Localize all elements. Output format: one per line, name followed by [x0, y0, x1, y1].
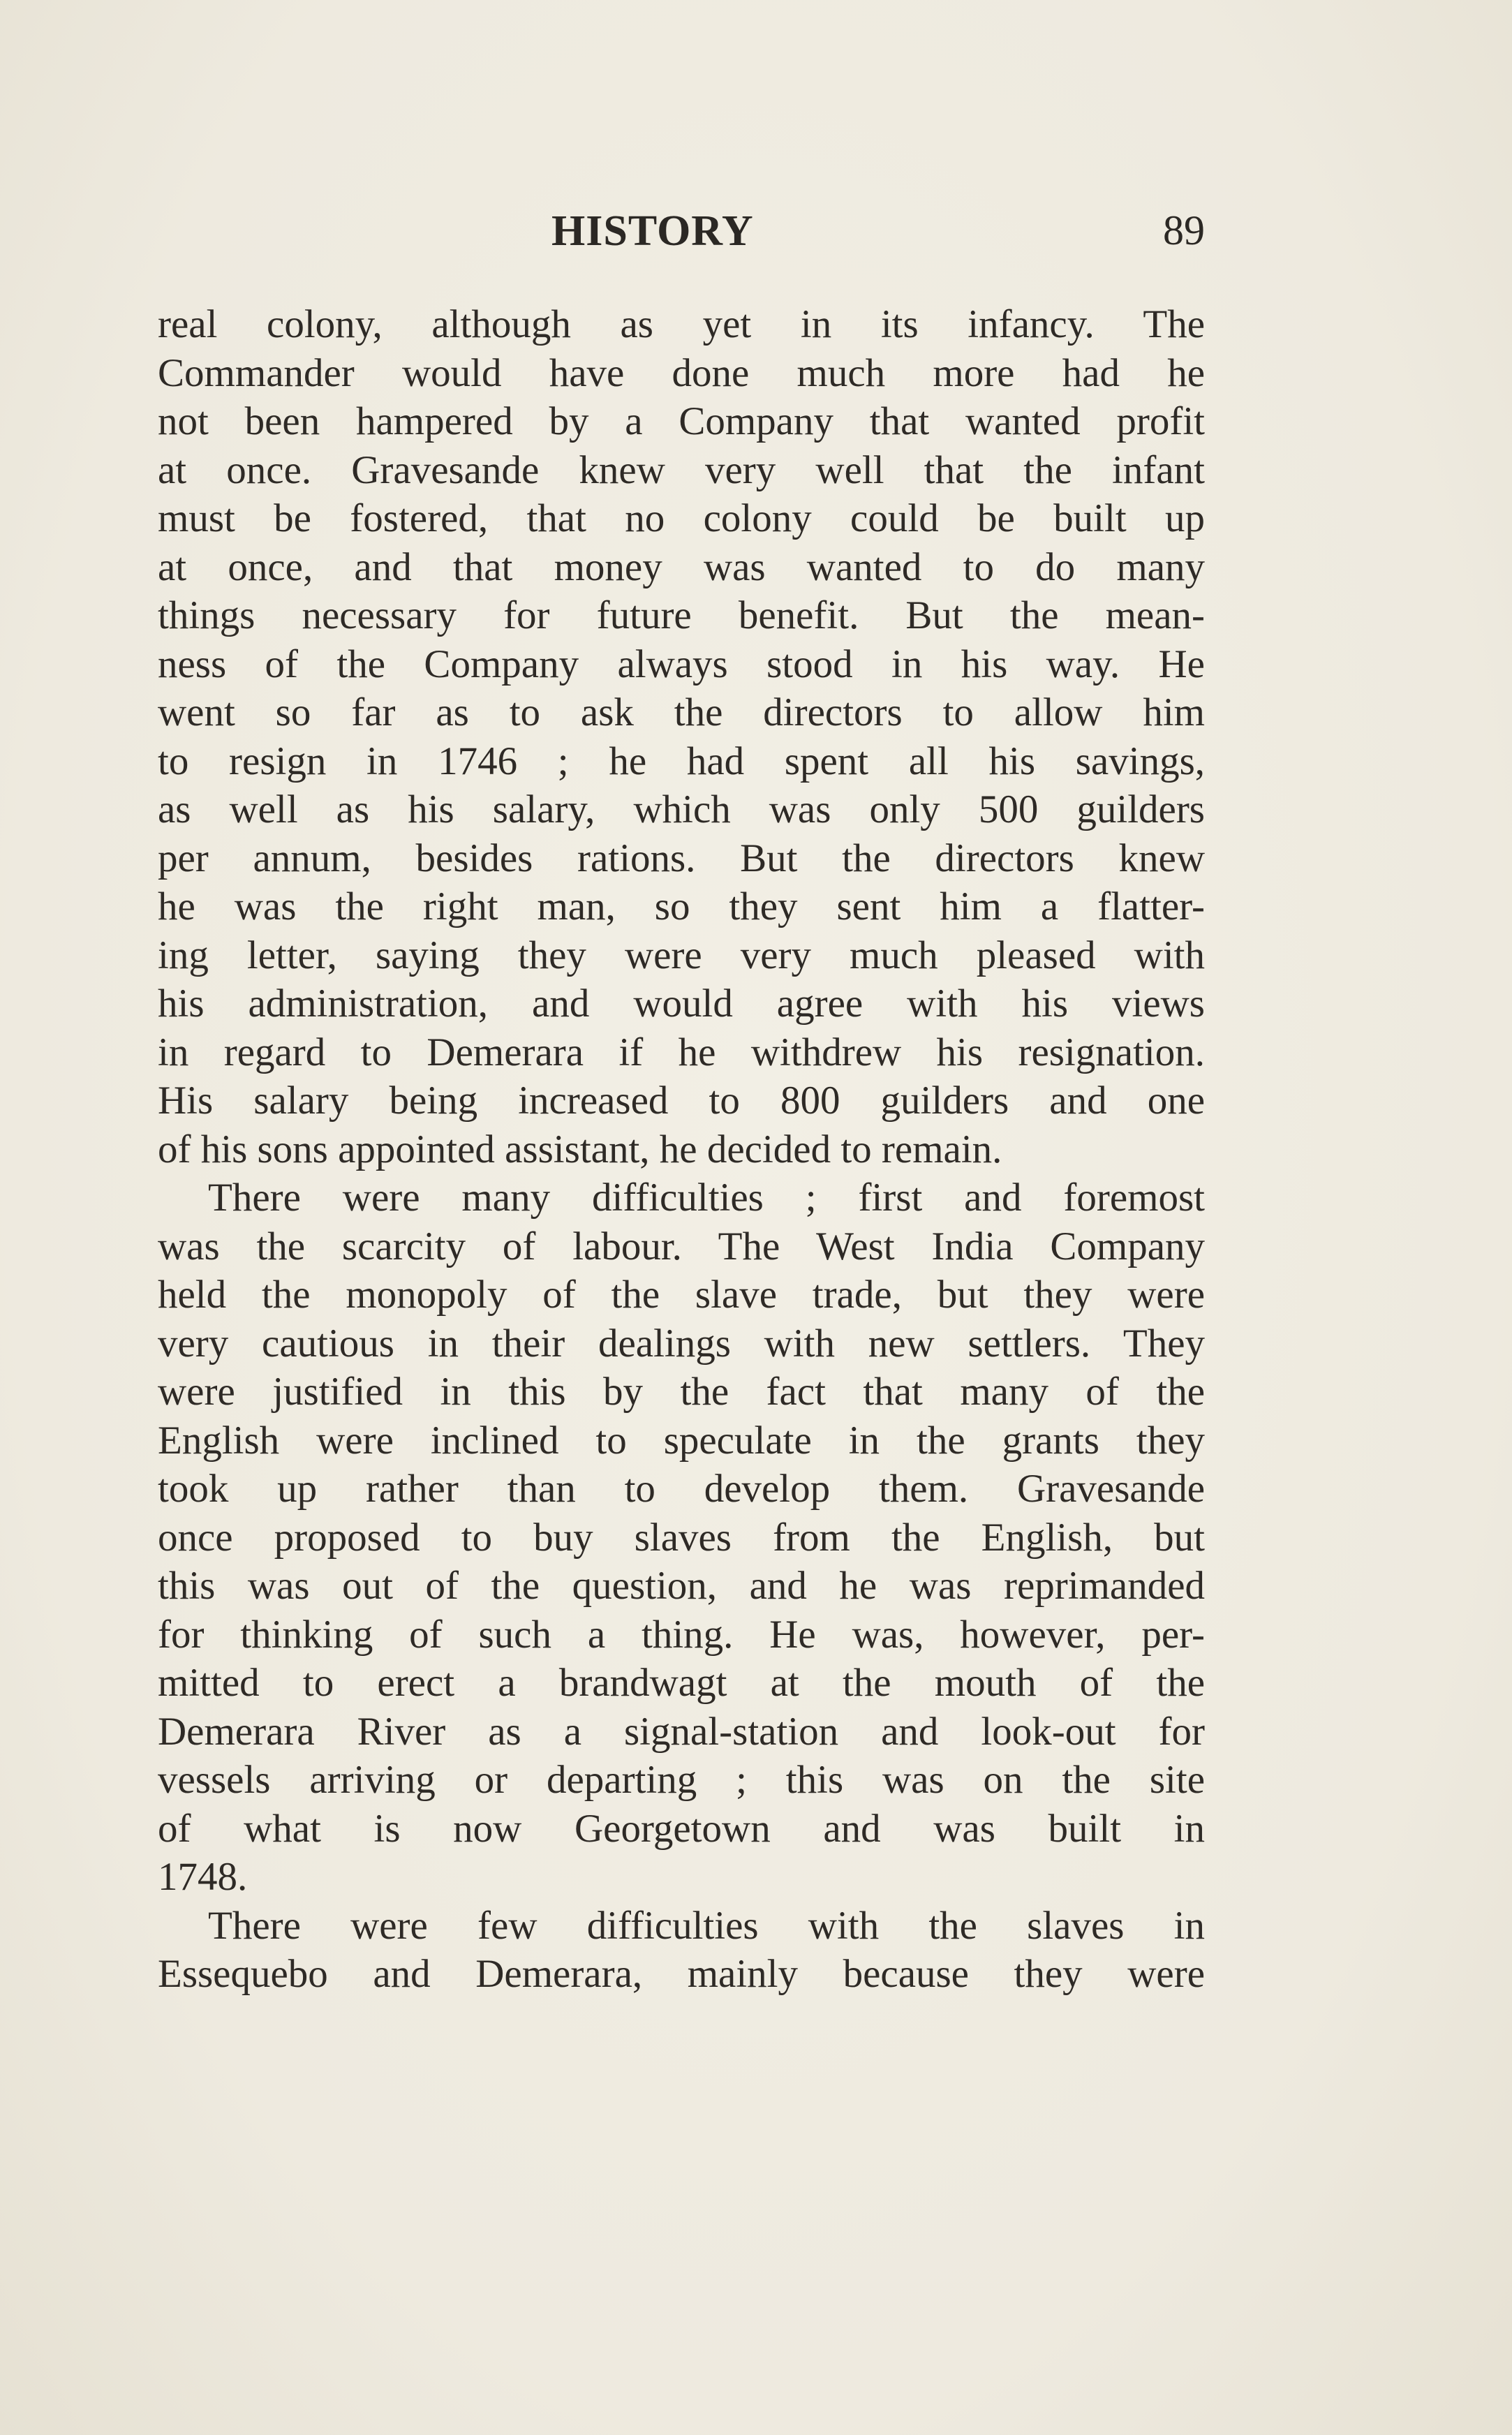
- text-line: must be fostered, that no colony could be built up: [158, 496, 1205, 540]
- text-line: per annum, besides rations. But the directors knew: [158, 836, 1205, 880]
- text-line: 1748.: [158, 1855, 248, 1899]
- body-text: [158, 300, 1205, 1999]
- text-line: His salary being increased to 800 guilders and one: [158, 1079, 1205, 1123]
- text-line: were justified in this by the fact that many of the: [158, 1370, 1205, 1414]
- text-line: English were inclined to speculate in the grants they: [158, 1418, 1205, 1463]
- text-line: took up rather than to develop them. Gravesande: [158, 1467, 1205, 1511]
- text-line: to resign in 1746 ; he had spent all his savings,: [158, 739, 1205, 783]
- page-number: 89: [1163, 207, 1205, 253]
- text-line: of his sons appointed assistant, he decided to remain.: [158, 1127, 1002, 1171]
- running-title: HISTORY: [551, 207, 754, 255]
- text-line: Demerara River as a signal-station and look-out for: [158, 1709, 1205, 1754]
- text-line: vessels arriving or departing ; this was on the site: [158, 1758, 1205, 1802]
- text-line: There were many difficulties ; first and foremost: [208, 1176, 1205, 1220]
- text-line: real colony, although as yet in its infancy. The: [158, 302, 1205, 346]
- text-line: at once, and that money was wanted to do many: [158, 545, 1205, 589]
- text-line: was the scarcity of labour. The West India Company: [158, 1224, 1205, 1268]
- text-line: not been hampered by a Company that wanted profit: [158, 399, 1205, 443]
- text-line: mitted to erect a brandwagt at the mouth of the: [158, 1661, 1205, 1705]
- text-line: in regard to Demerara if he withdrew his resignation.: [158, 1030, 1205, 1074]
- text-line: Essequebo and Demerara, mainly because they were: [158, 1952, 1205, 1996]
- page-header: [158, 207, 1205, 262]
- text-line: There were few difficulties with the slaves in: [208, 1903, 1205, 1948]
- text-line: for thinking of such a thing. He was, however, per-: [158, 1612, 1205, 1657]
- text-line: ness of the Company always stood in his way. He: [158, 642, 1205, 686]
- text-line: once proposed to buy slaves from the English, but: [158, 1515, 1205, 1560]
- text-line: as well as his salary, which was only 500 guilders: [158, 787, 1205, 831]
- text-line: held the monopoly of the slave trade, but they were: [158, 1273, 1205, 1317]
- text-line: his administration, and would agree with his views: [158, 982, 1205, 1026]
- text-line: Commander would have done much more had he: [158, 350, 1205, 395]
- text-line: at once. Gravesande knew very well that the infant: [158, 447, 1205, 492]
- text-line: he was the right man, so they sent him a flatter-: [158, 885, 1205, 928]
- text-line: went so far as to ask the directors to allow him: [158, 690, 1205, 734]
- text-line: this was out of the question, and he was reprimanded: [158, 1564, 1205, 1608]
- text-line: very cautious in their dealings with new settlers. They: [158, 1321, 1205, 1365]
- text-line: things necessary for future benefit. But the mean-: [158, 593, 1205, 637]
- text-line: of what is now Georgetown and was built in: [158, 1806, 1205, 1851]
- text-line: ing letter, saying they were very much pleased with: [158, 933, 1205, 977]
